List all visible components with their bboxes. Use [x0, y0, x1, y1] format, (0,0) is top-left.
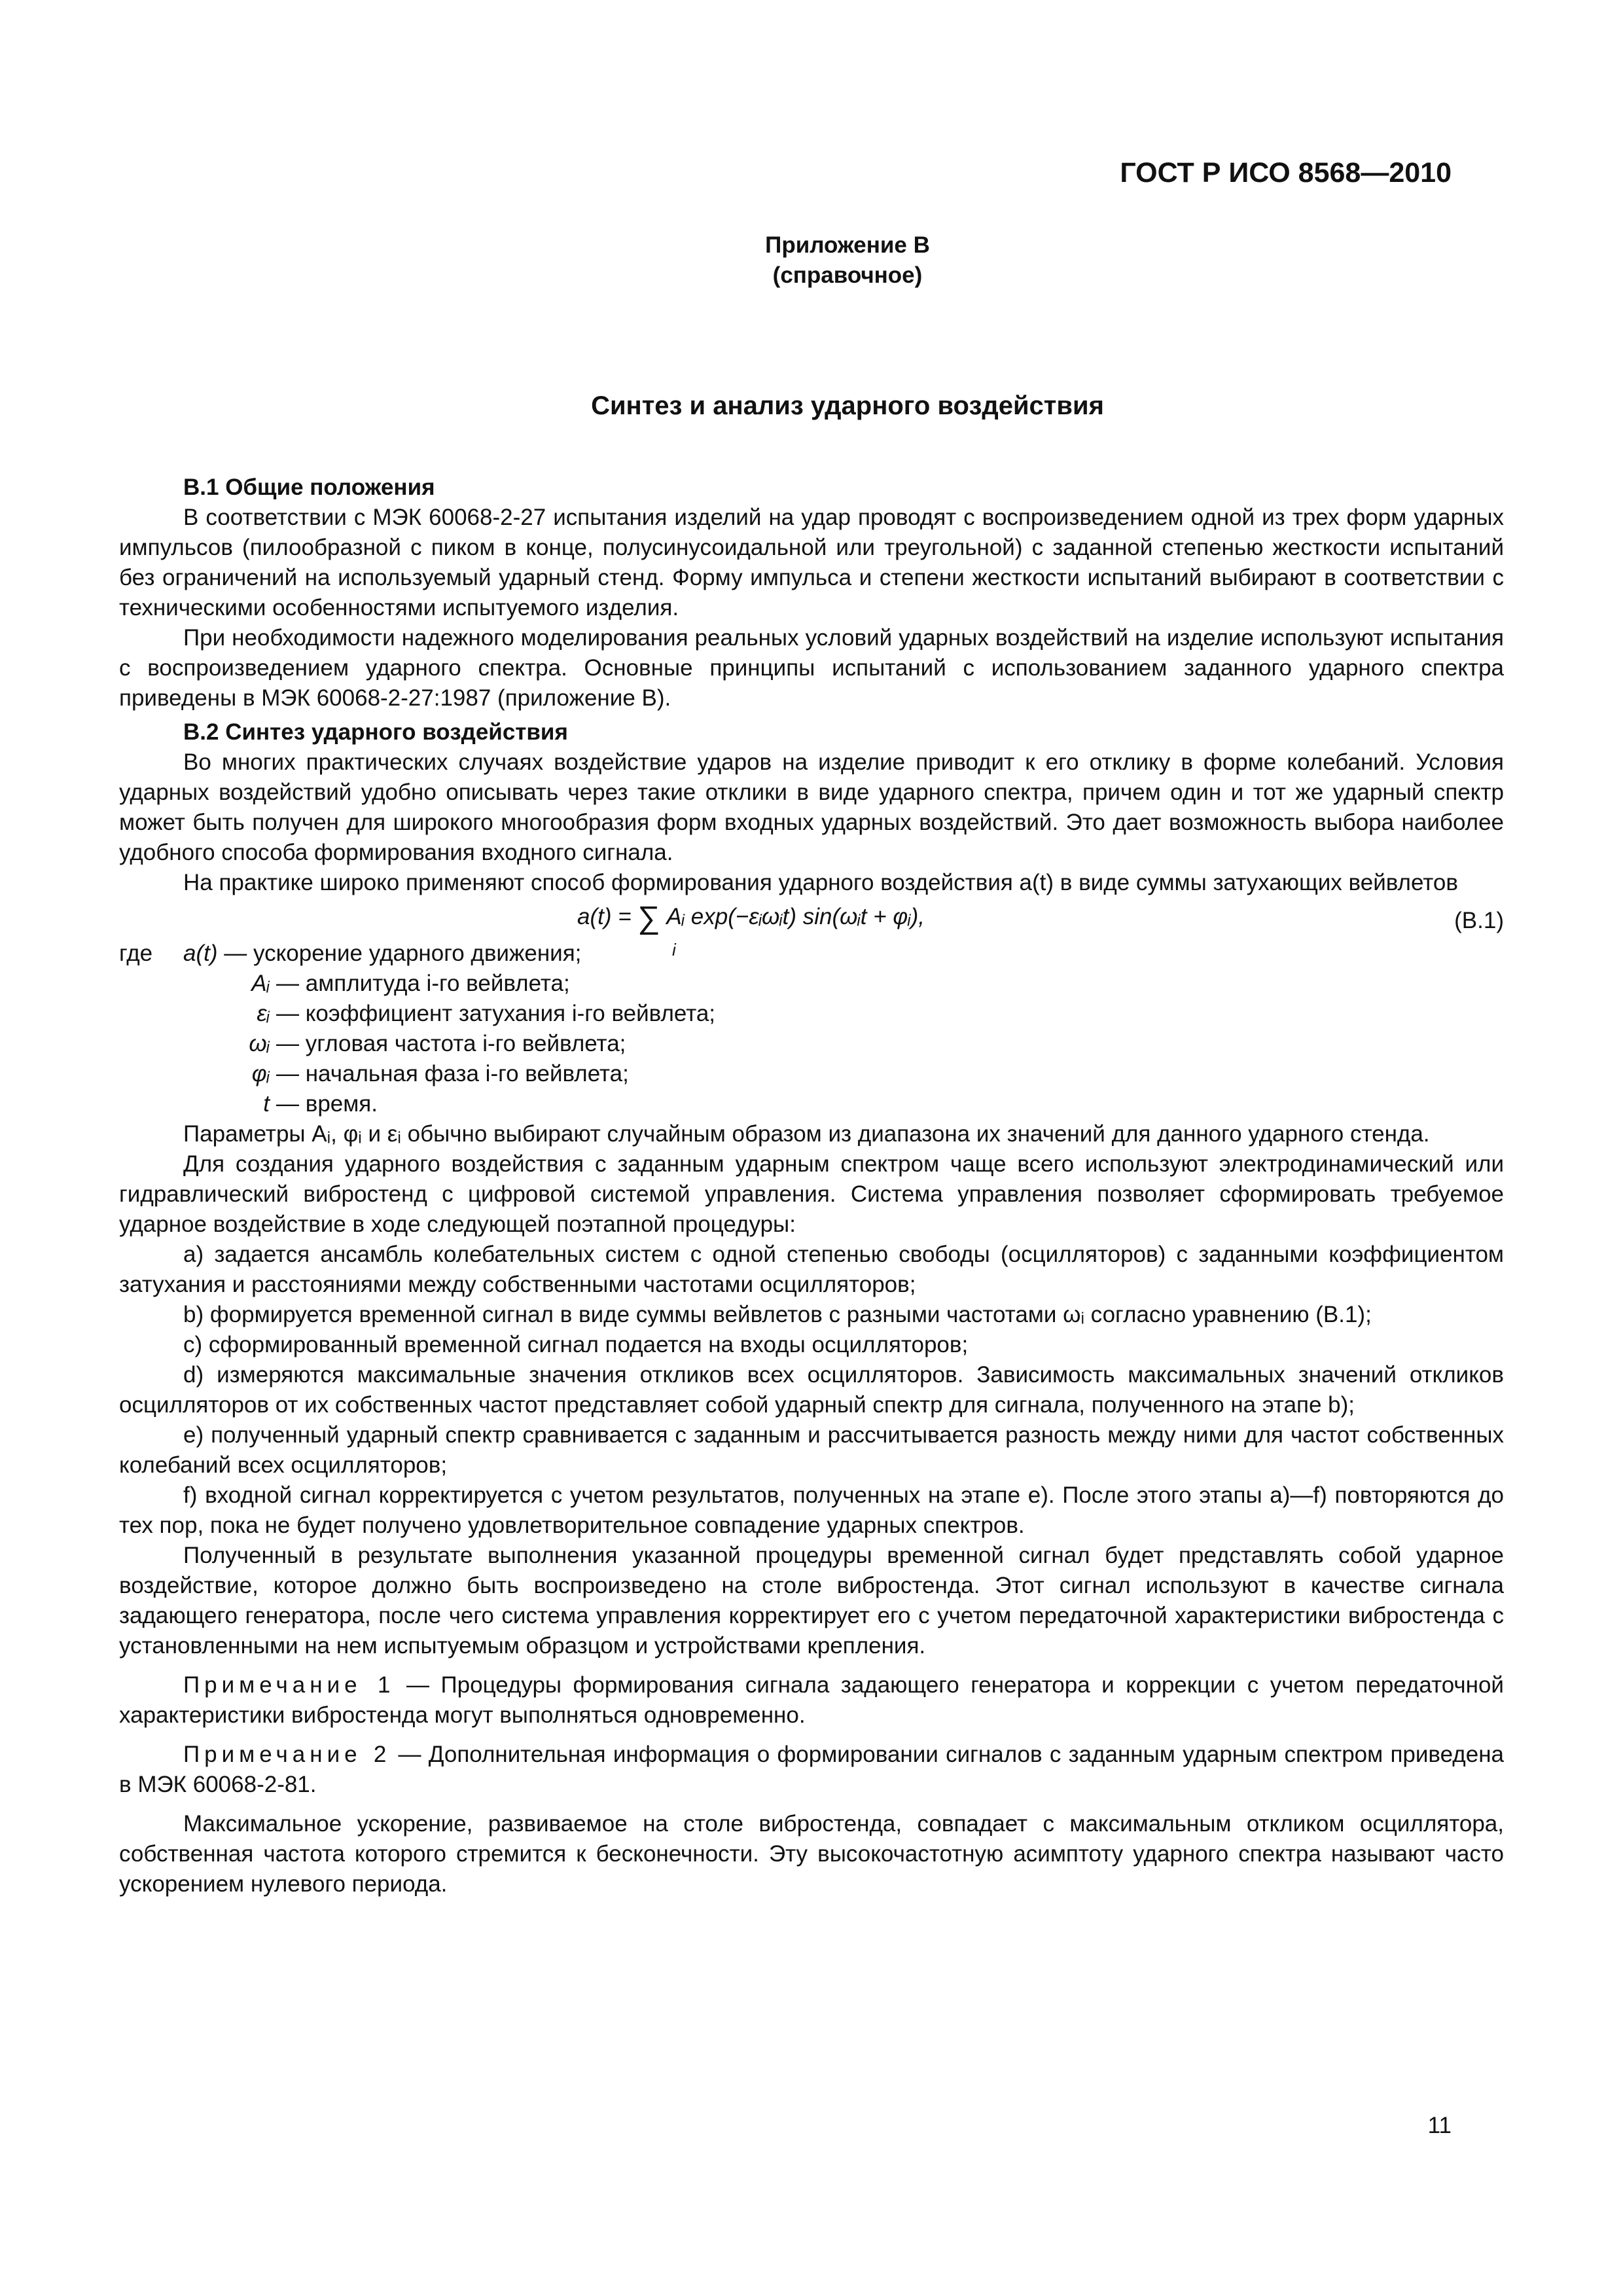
subsection-heading-b2: В.2 Синтез ударного воздействия: [183, 719, 568, 745]
definition-text: — коэффициент затухания i-го вейвлета;: [276, 1001, 716, 1026]
formula-lhs: a(t) =: [577, 904, 632, 929]
summation-index: i: [672, 940, 676, 960]
procedure-step: e) полученный ударный спектр сравнивается с заданным и рассчитывается разность между ними для частот собственных колебаний всех осцилляторов;: [119, 1422, 1504, 1478]
definition-text: — угловая частота i-го вейвлета;: [276, 1031, 626, 1056]
definition-row: [119, 969, 1504, 999]
paragraph: При необходимости надежного моделирования реальных условий ударных воздействий на изделие используют испытания с воспроизведением ударного спектра. Основные принципы испытаний с использованием заданного ударного спектра приведены в МЭК 60068-2-27:1987 (приложение В).: [119, 625, 1504, 711]
annex-title: Приложение В: [765, 232, 930, 258]
definition-row: [119, 999, 1504, 1029]
procedure-step: c) сформированный временной сигнал подается на входы осцилляторов;: [183, 1332, 969, 1357]
definition-symbol: t: [263, 1091, 270, 1117]
paragraph: Во многих практических случаях воздействие ударов на изделие приводит к его отклику в форме колебаний. Условия ударных воздействий удобно описывать через такие отклики в виде ударного спектра, причем один и тот же ударный спектр может быть получен для широкого многообразия форм входных ударных воздействий. Это дает возможность выбора наиболее удобного способа формирования входного сигнала.: [119, 749, 1504, 865]
paragraph: Для создания ударного воздействия с заданным ударным спектром чаще всего используют электродинамический или гидравлический вибростенд с цифровой системой управления. Система управления позволяет сформировать требуемое ударное воздействие в ходе следующей поэтапной процедуры:: [119, 1151, 1504, 1237]
note-text: — Дополнительная информация о формировании сигналов с заданным ударным спектром приведена в МЭК 60068-2-81.: [119, 1742, 1504, 1797]
definition-symbol: ωᵢ: [249, 1031, 270, 1056]
procedure-step: a) задается ансамбль колебательных систем с одной степенью свободы (осцилляторов) с заданными коэффициентом затухания и расстояниями между собственными частотами осцилляторов;: [119, 1242, 1504, 1297]
page-number: 11: [1427, 2113, 1452, 2138]
section-title: Синтез и анализ ударного воздействия: [591, 391, 1104, 420]
note-text: — Процедуры формирования сигнала задающего генератора и коррекции с учетом передаточной характеристики вибростенда могут выполняться одновременно.: [119, 1672, 1504, 1728]
annex-heading: [0, 230, 1623, 291]
definition-text: — ускорение ударного движения;: [224, 941, 582, 966]
paragraph: Максимальное ускорение, развиваемое на столе вибростенда, совпадает с максимальным откликом осциллятора, собственная частота которого стремится к бесконечности. Эту высокочастотную асимптоту ударного спектра называют часто ускорением нулевого периода.: [119, 1811, 1504, 1897]
note-1: [119, 1670, 1504, 1731]
subsection-heading-b1: В.1 Общие положения: [183, 475, 435, 500]
document-code: ГОСТ Р ИСО 8568—2010: [1120, 157, 1452, 188]
procedure-step: f) входной сигнал корректируется с учетом результатов, полученных на этапе е). После этого этапы а)—f) повторяются до тех пор, пока не будет получено удовлетворительное совпадение ударных спектров.: [119, 1482, 1504, 1538]
procedure-step: d) измеряются максимальные значения откликов всех осцилляторов. Зависимость максимальных значений откликов осцилляторов от их собственных частот представляет собой ударный спектр для сигнала, полученного на этапе b);: [119, 1362, 1504, 1418]
definition-symbol: φᵢ: [251, 1061, 270, 1086]
procedure-step: b) формируется временной сигнал в виде суммы вейвлетов с разными частотами ωᵢ согласно уравнению (В.1);: [183, 1302, 1372, 1327]
paragraph: На практике широко применяют способ формирования ударного воздействия a(t) в виде суммы затухающих вейвлетов: [183, 870, 1458, 895]
formula-body: Aᵢ exp(−εᵢωᵢt) sin(ωᵢt + φᵢ),: [666, 904, 925, 929]
formula-expression: [577, 901, 925, 960]
definition-row: [119, 1029, 1504, 1059]
symbol-definitions: [119, 939, 1504, 1119]
summation-symbol: ∑: [637, 901, 660, 935]
document-body: [119, 469, 1504, 1899]
definition-symbol: Aᵢ: [251, 971, 270, 996]
formula-number: (В.1): [1454, 908, 1504, 933]
definition-text: — время.: [276, 1091, 378, 1117]
definition-text: — начальная фаза i-го вейвлета;: [276, 1061, 629, 1086]
where-label: где: [119, 941, 153, 966]
definition-symbol: εᵢ: [257, 1001, 270, 1026]
note-label: Примечание 2: [183, 1742, 391, 1767]
definition-text: — амплитуда i-го вейвлета;: [276, 971, 570, 996]
paragraph: Параметры Aᵢ, φᵢ и εᵢ обычно выбирают случайным образом из диапазона их значений для данного ударного стенда.: [183, 1121, 1430, 1147]
note-label: Примечание 1: [183, 1672, 395, 1698]
paragraph: Полученный в результате выполнения указанной процедуры временной сигнал будет представлять собой ударное воздействие, которое должно быть воспроизведено на столе вибростенда. Этот сигнал используют в качестве сигнала задающего генератора, после чего система управления корректирует его с учетом передаточной характеристики вибростенда с установленными на нем испытуемым образцом и устройствами крепления.: [119, 1543, 1504, 1659]
definition-row: [119, 1089, 1504, 1119]
annex-status: (справочное): [772, 262, 923, 288]
definition-row: [119, 1059, 1504, 1089]
paragraph: В соответствии с МЭК 60068-2-27 испытания изделий на удар проводят с воспроизведением одной из трех форм ударных импульсов (пилообразной с пиком в конце, полусинусоидальной или треугольной) с заданной степенью жесткости испытаний без ограничений на используемый ударный стенд. Форму импульса и степени жесткости испытаний выбирают в соответствии с техническими особенностями испытуемого изделия.: [119, 505, 1504, 620]
definition-symbol: a(t): [183, 941, 218, 966]
note-2: [119, 1740, 1504, 1800]
definition-row: [119, 939, 1504, 969]
